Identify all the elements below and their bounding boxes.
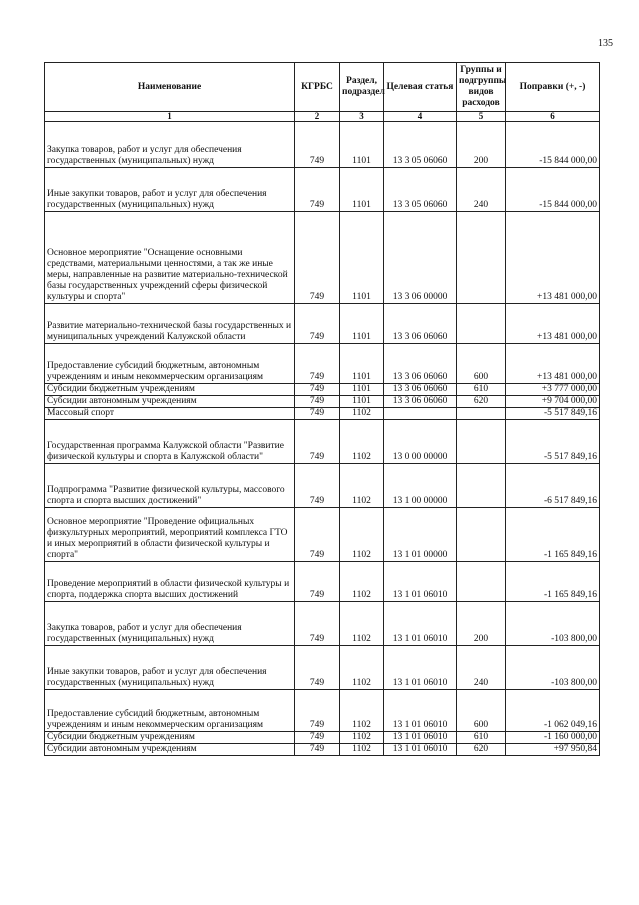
row-kgrbs: 749 — [295, 420, 340, 464]
row-group — [457, 464, 506, 508]
col-number: 5 — [457, 112, 506, 122]
header-kgrbs: КГРБС — [295, 63, 340, 112]
table-row — [45, 344, 600, 384]
col-number: 3 — [340, 112, 384, 122]
row-name: Основное мероприятие "Оснащение основными средствами, материальными ценностями, а так же иные меры, направленные на развитие материально-технической базы государственных учреждений сферы физической культуры и спорта" — [45, 212, 295, 304]
row-group: 200 — [457, 122, 506, 168]
row-amount: -1 165 849,16 — [506, 508, 600, 562]
page-number: 135 — [598, 38, 613, 49]
row-kgrbs: 749 — [295, 508, 340, 562]
row-amount: +3 777 000,00 — [506, 384, 600, 396]
row-target: 13 3 05 06060 — [384, 168, 457, 212]
row-amount: -5 517 849,16 — [506, 420, 600, 464]
row-kgrbs: 749 — [295, 396, 340, 408]
row-kgrbs: 749 — [295, 168, 340, 212]
col-number: 6 — [506, 112, 600, 122]
row-group — [457, 562, 506, 602]
header-section: Раздел, подраздел — [340, 63, 384, 112]
row-group — [457, 304, 506, 344]
row-section: 1101 — [340, 344, 384, 384]
row-section: 1102 — [340, 602, 384, 646]
row-name: Субсидии автономным учреждениям — [45, 744, 295, 756]
row-name: Субсидии бюджетным учреждениям — [45, 384, 295, 396]
row-target: 13 1 01 06010 — [384, 690, 457, 732]
table-row — [45, 420, 600, 464]
row-section: 1102 — [340, 464, 384, 508]
table-row — [45, 212, 600, 304]
header-groups: Группы и подгруппы видов расходов — [457, 63, 506, 112]
col-number: 4 — [384, 112, 457, 122]
row-amount: +97 950,84 — [506, 744, 600, 756]
row-section: 1102 — [340, 690, 384, 732]
row-group: 620 — [457, 396, 506, 408]
row-kgrbs: 749 — [295, 384, 340, 396]
table-row — [45, 508, 600, 562]
row-name: Закупка товаров, работ и услуг для обеспечения государственных (муниципальных) нужд — [45, 122, 295, 168]
row-group: 600 — [457, 344, 506, 384]
row-section: 1101 — [340, 212, 384, 304]
row-target — [384, 408, 457, 420]
row-target: 13 3 06 06060 — [384, 344, 457, 384]
row-kgrbs: 749 — [295, 562, 340, 602]
row-amount: -5 517 849,16 — [506, 408, 600, 420]
row-name: Подпрограмма "Развитие физической культуры, массового спорта и спорта высших достижений" — [45, 464, 295, 508]
row-section: 1102 — [340, 744, 384, 756]
row-name: Развитие материально-технической базы государственных и муниципальных учреждений Калужской области — [45, 304, 295, 344]
row-group — [457, 408, 506, 420]
row-name: Закупка товаров, работ и услуг для обеспечения государственных (муниципальных) нужд — [45, 602, 295, 646]
row-target: 13 0 00 00000 — [384, 420, 457, 464]
table-row — [45, 732, 600, 744]
row-kgrbs: 749 — [295, 464, 340, 508]
row-group: 610 — [457, 732, 506, 744]
row-name: Иные закупки товаров, работ и услуг для обеспечения государственных (муниципальных) нужд — [45, 168, 295, 212]
row-group: 240 — [457, 646, 506, 690]
row-name: Предоставление субсидий бюджетным, автономным учреждениям и иным некоммерческим организациям — [45, 344, 295, 384]
row-amount: +9 704 000,00 — [506, 396, 600, 408]
row-name: Массовый спорт — [45, 408, 295, 420]
row-target: 13 1 01 06010 — [384, 744, 457, 756]
table-row — [45, 690, 600, 732]
row-target: 13 1 01 06010 — [384, 562, 457, 602]
table-row — [45, 562, 600, 602]
row-name: Субсидии бюджетным учреждениям — [45, 732, 295, 744]
row-name: Проведение мероприятий в области физической культуры и спорта, поддержка спорта высших достижений — [45, 562, 295, 602]
table-row — [45, 602, 600, 646]
row-section: 1102 — [340, 408, 384, 420]
row-target: 13 3 05 06060 — [384, 122, 457, 168]
row-kgrbs: 749 — [295, 732, 340, 744]
row-group: 200 — [457, 602, 506, 646]
row-amount: -15 844 000,00 — [506, 122, 600, 168]
row-section: 1102 — [340, 732, 384, 744]
row-amount: -1 165 849,16 — [506, 562, 600, 602]
row-target: 13 3 06 00000 — [384, 212, 457, 304]
row-amount: -103 800,00 — [506, 602, 600, 646]
row-target: 13 1 01 06010 — [384, 732, 457, 744]
row-section: 1102 — [340, 646, 384, 690]
header-target: Целевая статья — [384, 63, 457, 112]
row-group — [457, 212, 506, 304]
table-row — [45, 384, 600, 396]
row-kgrbs: 749 — [295, 304, 340, 344]
row-section: 1101 — [340, 122, 384, 168]
row-amount: +13 481 000,00 — [506, 212, 600, 304]
row-section: 1102 — [340, 562, 384, 602]
budget-amendments-table — [44, 62, 600, 756]
table-header-row — [45, 63, 600, 112]
table-body — [45, 122, 600, 756]
row-amount: -103 800,00 — [506, 646, 600, 690]
row-amount: -15 844 000,00 — [506, 168, 600, 212]
row-group: 600 — [457, 690, 506, 732]
table-row — [45, 168, 600, 212]
row-kgrbs: 749 — [295, 690, 340, 732]
row-name: Государственная программа Калужской области "Развитие физической культуры и спорта в Калужской области" — [45, 420, 295, 464]
row-target: 13 3 06 06060 — [384, 384, 457, 396]
header-name: Наименование — [45, 63, 295, 112]
row-name: Предоставление субсидий бюджетным, автономным учреждениям и иным некоммерческим организациям — [45, 690, 295, 732]
row-amount: -6 517 849,16 — [506, 464, 600, 508]
table-row — [45, 122, 600, 168]
row-target: 13 1 01 00000 — [384, 508, 457, 562]
row-kgrbs: 749 — [295, 408, 340, 420]
row-amount: +13 481 000,00 — [506, 304, 600, 344]
row-target: 13 1 01 06010 — [384, 602, 457, 646]
row-group: 610 — [457, 384, 506, 396]
row-name: Субсидии автономным учреждениям — [45, 396, 295, 408]
row-target: 13 1 00 00000 — [384, 464, 457, 508]
row-target: 13 3 06 06060 — [384, 304, 457, 344]
row-section: 1101 — [340, 304, 384, 344]
row-amount: -1 160 000,00 — [506, 732, 600, 744]
row-kgrbs: 749 — [295, 344, 340, 384]
row-kgrbs: 749 — [295, 122, 340, 168]
row-target: 13 1 01 06010 — [384, 646, 457, 690]
table-row — [45, 396, 600, 408]
row-name: Основное мероприятие "Проведение официальных физкультурных мероприятий, мероприятий комплекса ГТО и иных мероприятий в области физической культуры и спорта" — [45, 508, 295, 562]
row-kgrbs: 749 — [295, 602, 340, 646]
row-amount: +13 481 000,00 — [506, 344, 600, 384]
col-number: 2 — [295, 112, 340, 122]
column-number-row — [45, 112, 600, 122]
row-target: 13 3 06 06060 — [384, 396, 457, 408]
row-group — [457, 420, 506, 464]
row-kgrbs: 749 — [295, 744, 340, 756]
header-amend: Поправки (+, -) — [506, 63, 600, 112]
row-amount: -1 062 049,16 — [506, 690, 600, 732]
col-number: 1 — [45, 112, 295, 122]
row-kgrbs: 749 — [295, 212, 340, 304]
row-group: 240 — [457, 168, 506, 212]
table-row — [45, 304, 600, 344]
row-section: 1102 — [340, 508, 384, 562]
row-section: 1101 — [340, 168, 384, 212]
table-row — [45, 744, 600, 756]
row-group: 620 — [457, 744, 506, 756]
row-section: 1101 — [340, 396, 384, 408]
table-row — [45, 408, 600, 420]
row-name: Иные закупки товаров, работ и услуг для обеспечения государственных (муниципальных) нужд — [45, 646, 295, 690]
row-section: 1101 — [340, 384, 384, 396]
row-kgrbs: 749 — [295, 646, 340, 690]
row-section: 1102 — [340, 420, 384, 464]
table-row — [45, 646, 600, 690]
table-row — [45, 464, 600, 508]
row-group — [457, 508, 506, 562]
